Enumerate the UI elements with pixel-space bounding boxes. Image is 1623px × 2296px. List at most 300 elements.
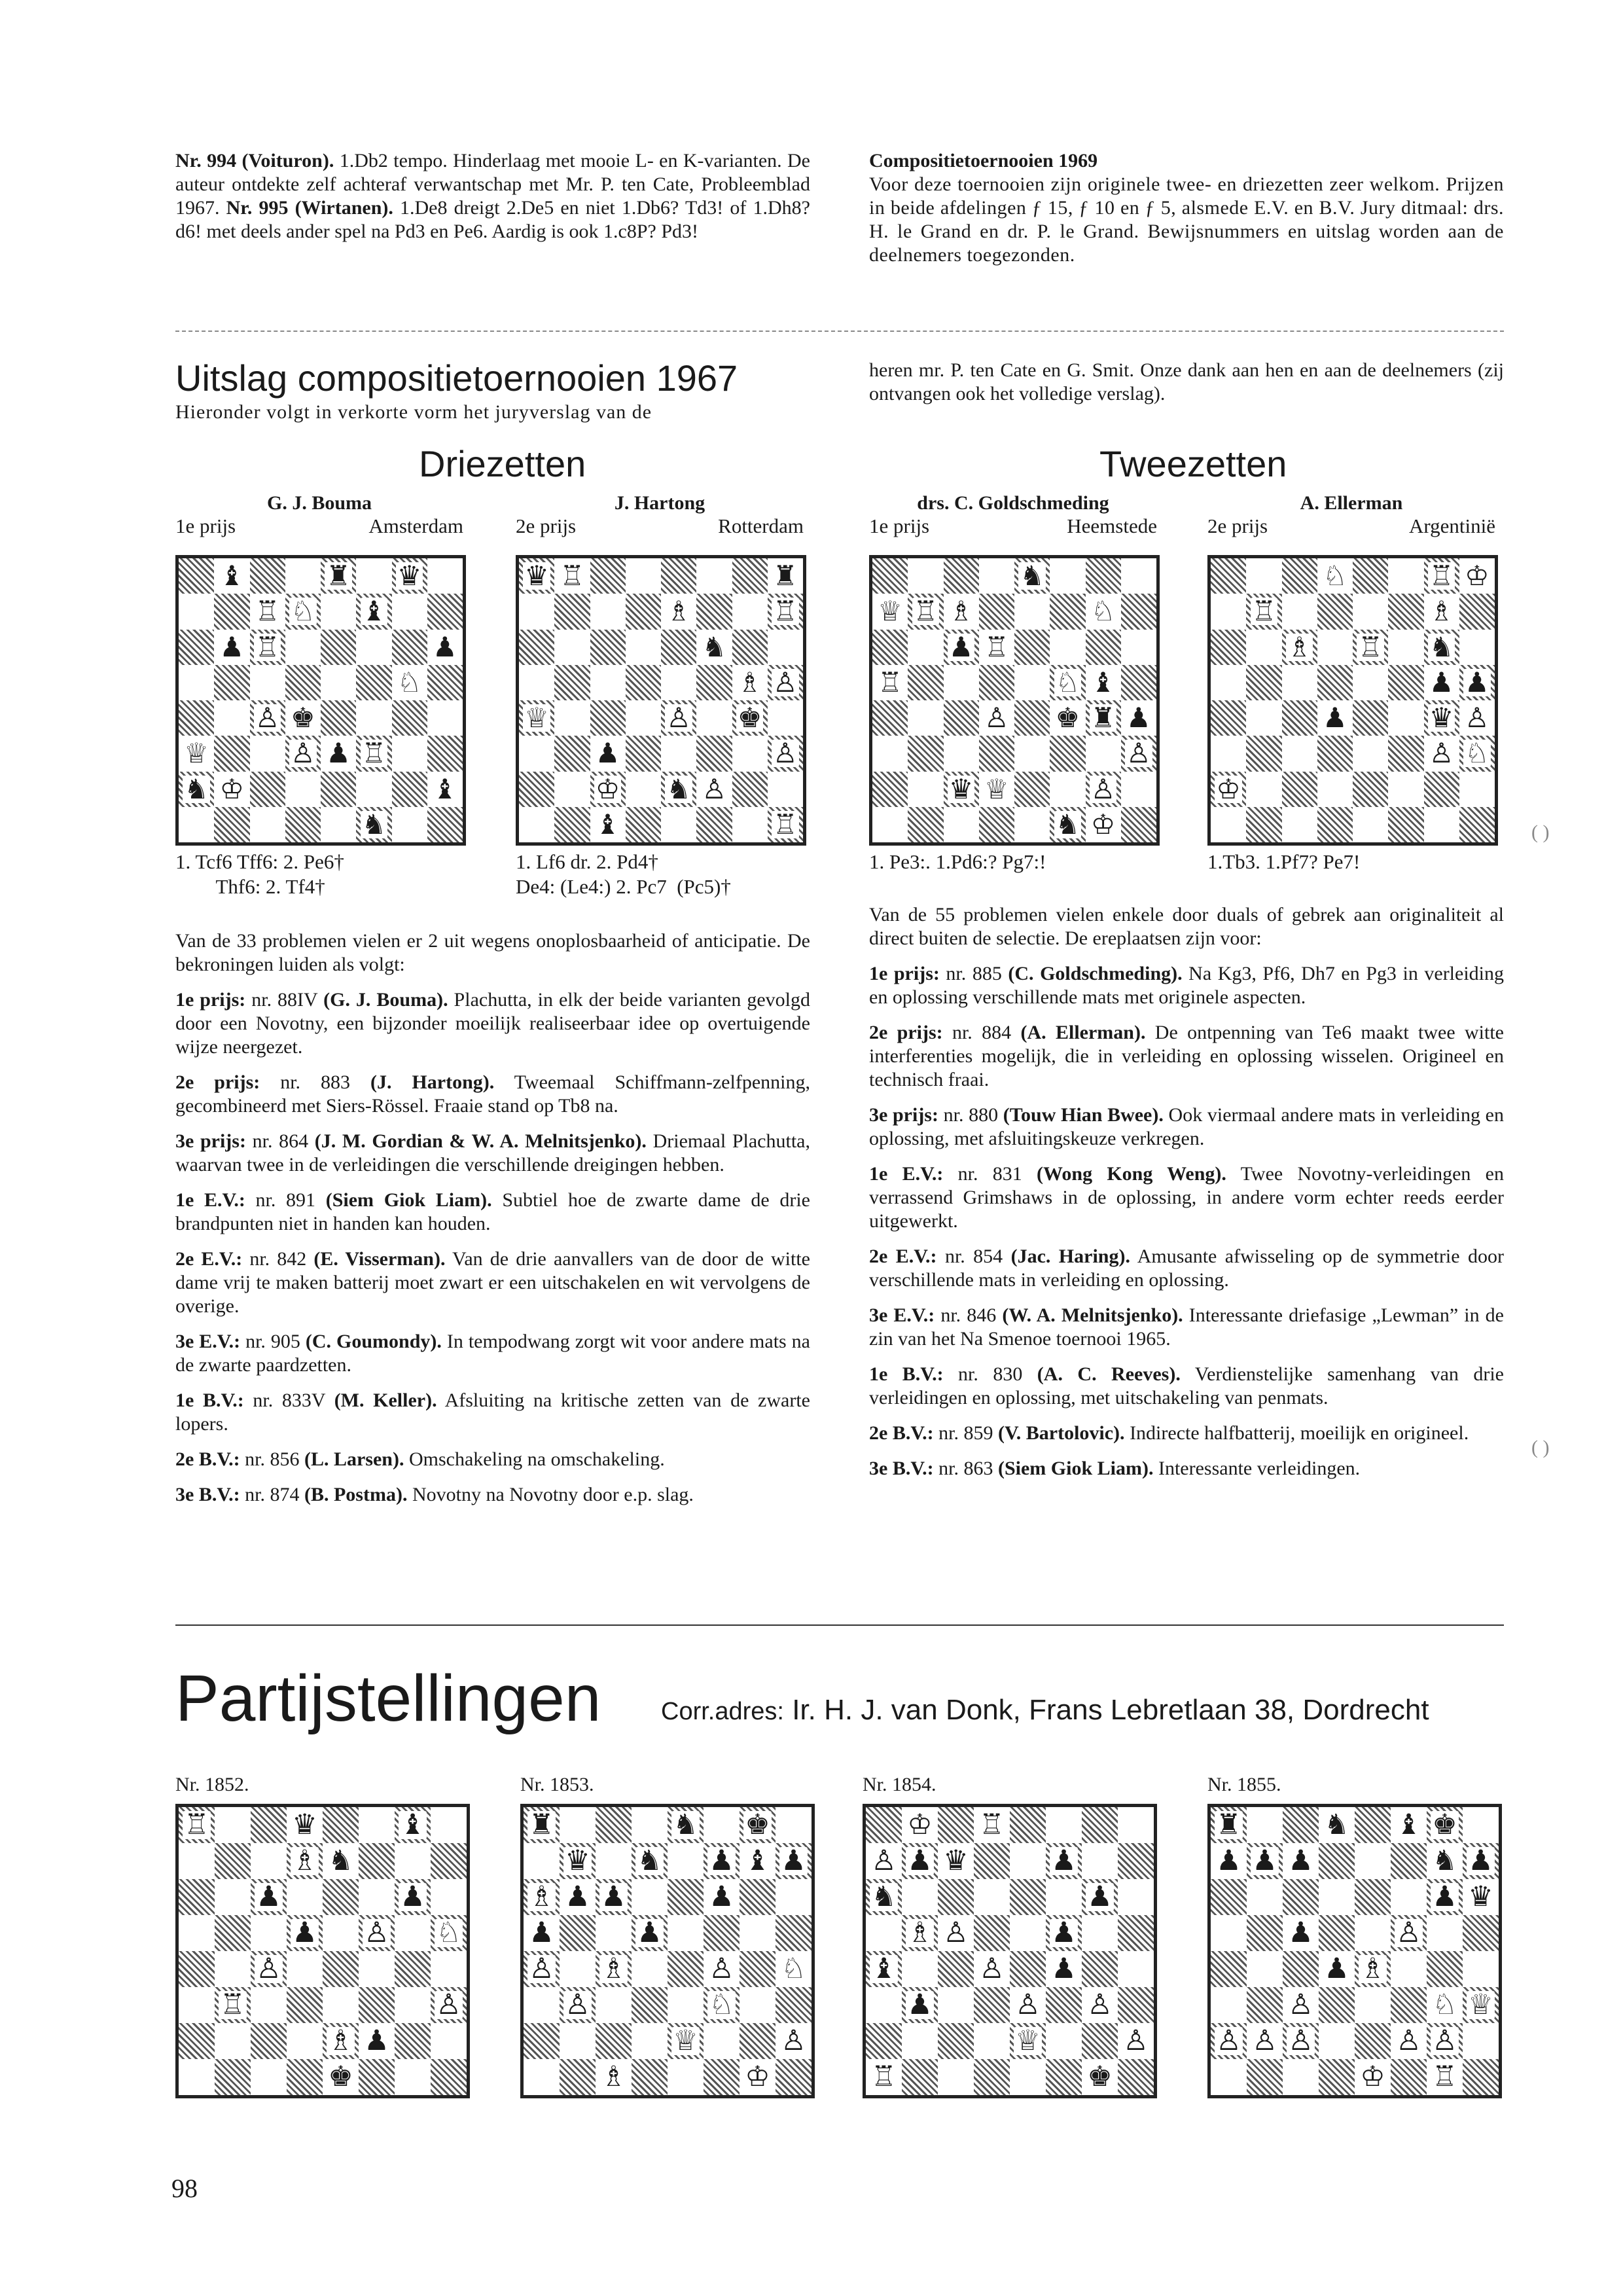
square-g1 [395, 2059, 431, 2095]
square-g4 [392, 700, 427, 736]
chess-piece-a1: ♖ [871, 2060, 897, 2093]
chess-piece-a2: ♞ [184, 772, 209, 805]
square-h1 [1463, 2059, 1499, 2095]
square-e8 [1010, 1807, 1046, 1843]
square-f8 [1391, 1807, 1427, 1843]
square-a6 [1211, 630, 1246, 665]
square-d1 [626, 807, 661, 842]
square-h2 [1463, 2023, 1499, 2059]
square-g8 [395, 1807, 431, 1843]
square-e4 [1010, 1951, 1046, 1987]
text-run: 1.De8 dreigt 2.De5 en niet 1.Db6? Td3! of 1.Dh8? d6! met deels ander spel na Pd3 en Pe6. Aardig is ook 1.c8P? Pd3! [175, 197, 811, 242]
square-g6 [1424, 630, 1459, 665]
corr-address-line [661, 1694, 1429, 1727]
square-c5 [1282, 665, 1317, 700]
square-b8 [1246, 558, 1281, 594]
square-e7 [661, 594, 696, 629]
square-a4 [179, 1951, 215, 1987]
square-d6 [1319, 1879, 1355, 1915]
chess-piece-f7: ♟ [1051, 1844, 1077, 1877]
square-e1 [323, 2059, 359, 2095]
square-g5 [1082, 1915, 1118, 1951]
bold-run: Nr. 994 (Voituron). [175, 150, 334, 171]
square-b3 [214, 736, 249, 771]
chess-piece-d7: ♞ [637, 1844, 662, 1877]
square-a1 [1211, 2059, 1247, 2095]
square-d3 [632, 1987, 668, 2023]
square-h6 [1118, 1879, 1154, 1915]
square-g7 [740, 1843, 776, 1879]
compositie-1969-body: Voor deze toernooien zijn originele twee- en driezetten zeer welkom. Prijzen in beide afdelingen ƒ 15, ƒ 10 en ƒ 5, alsmede E.V. en B.V. Jury ditmaal: drs. H. le Grand en dr. P. le Grand. Bewijsnummers en uitslag worden aan de deelnemers toegezonden. [869, 173, 1504, 266]
chess-piece-c2: ♔ [595, 772, 620, 805]
square-a6 [179, 1879, 215, 1915]
bold-run: (J. M. Gordian & W. A. Melnitsjenko). [314, 1130, 647, 1152]
square-f7 [356, 594, 391, 629]
chess-piece-h6: ♛ [1468, 1880, 1493, 1913]
square-a4 [1211, 700, 1246, 736]
square-f6 [1388, 630, 1423, 665]
report-paragraph [869, 962, 1504, 1009]
square-c6 [938, 1879, 974, 1915]
chess-piece-g6: ♟ [1432, 1880, 1457, 1913]
bold-run: 1e B.V.: [175, 1390, 244, 1411]
square-c7 [251, 1843, 287, 1879]
chess-piece-g1: ♚ [1087, 2060, 1113, 2093]
square-d7 [974, 1843, 1010, 1879]
report-paragraph [869, 1021, 1504, 1092]
square-c4 [1283, 1951, 1319, 1987]
square-b5 [908, 665, 943, 700]
top-right-block [869, 149, 1504, 267]
square-d3 [285, 736, 321, 771]
square-a4 [1211, 1951, 1247, 1987]
square-b6 [554, 630, 590, 665]
square-d6 [974, 1879, 1010, 1915]
text-run: nr. 831 [943, 1163, 1037, 1185]
bold-run: (V. Bartolovic). [997, 1422, 1125, 1444]
square-f1 [696, 807, 732, 842]
square-a8 [179, 558, 214, 594]
chessboard-1853 [520, 1804, 815, 2098]
square-a7 [1211, 1843, 1247, 1879]
square-c1 [1283, 2059, 1319, 2095]
square-c6 [1282, 630, 1317, 665]
chess-piece-d5: ♟ [292, 1916, 317, 1949]
square-h1 [1118, 2059, 1154, 2095]
square-e5 [321, 665, 356, 700]
composer-name: drs. C. Goldschmeding [917, 492, 1109, 514]
square-c5 [590, 665, 626, 700]
chess-piece-e2: ♗ [328, 2024, 353, 2057]
square-e6 [321, 630, 356, 665]
prize-label: 2e prijs [1207, 514, 1268, 537]
square-h8 [427, 558, 463, 594]
chess-piece-c4: ♗ [601, 1952, 626, 1985]
chess-piece-f5: ♙ [1396, 1916, 1421, 1949]
margin-mark: ( ) [1531, 821, 1550, 843]
square-f5 [1388, 665, 1423, 700]
square-f1 [1050, 807, 1085, 842]
chess-piece-g5: ♟ [1429, 666, 1454, 698]
chess-piece-f6: ♞ [702, 630, 727, 663]
bold-run: Nr. 995 (Wirtanen). [226, 197, 393, 219]
page-number: 98 [171, 2174, 198, 2203]
square-d4 [1317, 700, 1353, 736]
square-d3 [974, 1987, 1010, 2023]
square-g3 [1082, 1987, 1118, 2023]
square-a1 [1211, 807, 1246, 842]
square-f4 [356, 700, 391, 736]
bold-run: 2e E.V.: [869, 1246, 937, 1267]
square-g1 [732, 807, 768, 842]
chess-piece-a4: ♝ [871, 1952, 897, 1985]
text-run: nr. 864 [245, 1130, 315, 1152]
chess-piece-d8: ♞ [1324, 1808, 1349, 1841]
bold-run: 1e prijs: [175, 989, 246, 1011]
diagram-hartong [516, 492, 804, 538]
square-b5 [1247, 1915, 1283, 1951]
square-a4 [866, 1951, 902, 1987]
square-a5 [872, 665, 908, 700]
chess-piece-h3: ♙ [1126, 737, 1151, 770]
square-e3 [661, 736, 696, 771]
chess-piece-c1: ♗ [601, 2060, 626, 2093]
chess-piece-h7: ♟ [1468, 1844, 1493, 1877]
chess-piece-h5: ♟ [1465, 666, 1489, 698]
chess-piece-e2: ♕ [673, 2024, 698, 2057]
chess-piece-b2: ♙ [1252, 2024, 1277, 2057]
chess-piece-g4: ♛ [1429, 702, 1454, 734]
square-h3 [768, 736, 803, 771]
prize-label: 1e prijs [175, 514, 236, 537]
square-a7 [872, 594, 908, 629]
chess-piece-c2: ♛ [948, 772, 974, 805]
prize-label: 1e prijs [869, 514, 930, 537]
square-d4 [285, 700, 321, 736]
square-d4 [287, 1951, 323, 1987]
square-e2 [323, 2023, 359, 2059]
square-d1 [1317, 807, 1353, 842]
square-g6 [395, 1879, 431, 1915]
square-d6 [285, 630, 321, 665]
square-f1 [356, 807, 391, 842]
square-b7 [908, 594, 943, 629]
chess-piece-f7: ♟ [709, 1844, 734, 1877]
chess-piece-c5: ♟ [1288, 1916, 1313, 1949]
square-h5 [1459, 665, 1495, 700]
square-d6 [1317, 630, 1353, 665]
square-c5 [938, 1915, 974, 1951]
square-e8 [661, 558, 696, 594]
square-c1 [1282, 807, 1317, 842]
square-h3 [776, 1987, 812, 2023]
bold-run: 3e prijs: [869, 1104, 938, 1126]
square-h2 [427, 772, 463, 807]
chess-piece-g2: ♙ [1432, 2024, 1457, 2057]
square-d3 [287, 1987, 323, 2023]
chess-piece-b6: ♟ [565, 1880, 590, 1913]
square-a8 [872, 558, 908, 594]
chess-piece-f4: ♙ [709, 1952, 734, 1985]
square-d7 [632, 1843, 668, 1879]
square-a2 [872, 772, 908, 807]
square-h1 [431, 2059, 467, 2095]
square-e1 [1353, 807, 1388, 842]
chess-piece-h3: ♘ [1465, 737, 1489, 770]
tweezetten-report [869, 903, 1504, 1492]
square-e5 [661, 665, 696, 700]
chess-piece-e1: ♚ [328, 2060, 353, 2093]
chess-piece-b7: ♟ [1252, 1844, 1277, 1877]
square-c2 [590, 772, 626, 807]
square-g5 [392, 665, 427, 700]
square-c5 [944, 665, 979, 700]
text-run: Van de 55 problemen vielen enkele door duals of gebrek aan originaliteit al direct buiten de selectie. De ereplaatsen zijn voor: [869, 904, 1504, 949]
square-g8 [1086, 558, 1121, 594]
square-e3 [321, 736, 356, 771]
chess-piece-a8: ♛ [524, 560, 549, 592]
square-a8 [1211, 1807, 1247, 1843]
text-run: nr. 884 [942, 1022, 1021, 1043]
square-e4 [1014, 700, 1050, 736]
report-paragraph [869, 1422, 1504, 1445]
chess-piece-a7: ♕ [878, 595, 902, 628]
square-a3 [1211, 1987, 1247, 2023]
square-g6 [1427, 1879, 1463, 1915]
chess-piece-a8: ♖ [184, 1808, 209, 1841]
chess-piece-g5: ♘ [397, 666, 422, 698]
prize-row [869, 514, 1157, 538]
square-f4 [1050, 700, 1085, 736]
square-a8 [519, 558, 554, 594]
top-left-text [175, 149, 810, 243]
square-h5 [1121, 665, 1156, 700]
square-c2 [1282, 772, 1317, 807]
square-f8 [1388, 558, 1423, 594]
square-c1 [938, 2059, 974, 2095]
text-run: Interessante driefasige „Lewman” in de zin van het Na Smenoe toernooi 1965. [869, 1304, 1504, 1350]
square-e5 [1010, 1915, 1046, 1951]
square-g4 [1427, 1951, 1463, 1987]
square-a1 [179, 807, 214, 842]
chess-piece-c6: ♟ [601, 1880, 626, 1913]
chess-piece-e3: ♟ [326, 737, 351, 770]
square-a2 [1211, 2023, 1247, 2059]
square-g8 [1424, 558, 1459, 594]
square-h8 [1118, 1807, 1154, 1843]
square-g4 [1424, 700, 1459, 736]
square-a3 [179, 1987, 215, 2023]
square-d8 [626, 558, 661, 594]
chess-piece-g7: ♞ [1432, 1844, 1457, 1877]
text-run: nr. 842 [242, 1248, 314, 1270]
square-d7 [1317, 594, 1353, 629]
chess-piece-e2: ♕ [1015, 2024, 1041, 2057]
square-b8 [1247, 1807, 1283, 1843]
square-g6 [392, 630, 427, 665]
chess-piece-f2: ♟ [364, 2024, 389, 2057]
square-a1 [872, 807, 908, 842]
square-e4 [323, 1951, 359, 1987]
square-g2 [1082, 2023, 1118, 2059]
square-c6 [251, 1879, 287, 1915]
square-a6 [866, 1879, 902, 1915]
square-b7 [902, 1843, 938, 1879]
bold-run: (Wong Kong Weng). [1037, 1163, 1226, 1185]
square-f7 [1050, 594, 1085, 629]
square-f7 [1388, 594, 1423, 629]
square-b1 [554, 807, 590, 842]
square-d1 [974, 2059, 1010, 2095]
chess-piece-c6: ♗ [1287, 630, 1312, 663]
square-b2 [1246, 772, 1281, 807]
chess-piece-c4: ♙ [255, 702, 280, 734]
square-c2 [1283, 2023, 1319, 2059]
square-f6 [1046, 1879, 1082, 1915]
square-b3 [215, 1987, 251, 2023]
chess-piece-f6: ♟ [709, 1880, 734, 1913]
square-e5 [1353, 665, 1388, 700]
square-d8 [285, 558, 321, 594]
square-b8 [215, 1807, 251, 1843]
chess-piece-c1: ♝ [595, 808, 620, 840]
square-f3 [704, 1987, 740, 2023]
square-h1 [768, 807, 803, 842]
tweezetten-heading: Tweezetten [1099, 443, 1287, 484]
report-paragraph [175, 1247, 810, 1318]
square-f2 [1050, 772, 1085, 807]
chess-piece-h3: ♕ [1468, 1988, 1493, 2021]
square-h5 [431, 1915, 467, 1951]
square-g5 [732, 665, 768, 700]
square-a4 [519, 700, 554, 736]
square-f5 [359, 1915, 395, 1951]
chessboard-goldschmeding [869, 555, 1160, 846]
solution-goldschmeding: 1. Pe3:. 1.Pd6:? Pg7:! [869, 850, 1046, 873]
square-f7 [359, 1843, 395, 1879]
square-g5 [740, 1915, 776, 1951]
square-a5 [1211, 1915, 1247, 1951]
chess-piece-g1: ♖ [1432, 2060, 1457, 2093]
text-run: nr. 885 [939, 963, 1008, 984]
square-d1 [287, 2059, 323, 2095]
margin-mark: ( ) [1531, 1437, 1550, 1458]
square-e8 [323, 1807, 359, 1843]
chessboard-ellerman [1207, 555, 1498, 846]
square-f8 [1046, 1807, 1082, 1843]
chess-piece-a5: ♟ [529, 1916, 554, 1949]
square-d8 [632, 1807, 668, 1843]
square-g1 [392, 807, 427, 842]
diagram-number: Nr. 1855. [1207, 1774, 1281, 1795]
square-f5 [696, 665, 732, 700]
square-g2 [392, 772, 427, 807]
square-h8 [1463, 1807, 1499, 1843]
square-f1 [1388, 807, 1423, 842]
square-f6 [704, 1879, 740, 1915]
square-f8 [356, 558, 391, 594]
square-e6 [1014, 630, 1050, 665]
square-c7 [938, 1843, 974, 1879]
square-b2 [215, 2023, 251, 2059]
square-b1 [215, 2059, 251, 2095]
square-h5 [427, 665, 463, 700]
square-c3 [590, 736, 626, 771]
square-h6 [431, 1879, 467, 1915]
composer-place: Rotterdam [718, 514, 804, 537]
prize-row [1207, 514, 1495, 538]
chess-piece-h1: ♖ [773, 808, 798, 840]
square-f4 [696, 700, 732, 736]
square-b7 [215, 1843, 251, 1879]
text-run: nr. 833V [243, 1390, 334, 1411]
square-a2 [866, 2023, 902, 2059]
square-a5 [524, 1915, 560, 1951]
compositie-1969-title: Compositietoernooien 1969 [869, 150, 1098, 171]
report-paragraph [175, 1130, 810, 1177]
square-c4 [251, 1951, 287, 1987]
square-b4 [214, 700, 249, 736]
text-run: nr. 874 [240, 1484, 304, 1505]
square-b1 [560, 2059, 596, 2095]
bold-run: (W. A. Melnitsjenko). [1002, 1304, 1183, 1326]
text-run: Subtiel hoe de zwarte dame de drie brandpunten niet in handen kan houden. [175, 1189, 810, 1234]
chess-piece-c6: ♟ [256, 1880, 281, 1913]
chess-piece-c7: ♖ [255, 595, 280, 628]
report-paragraph [175, 1389, 810, 1436]
square-b3 [902, 1987, 938, 2023]
square-b3 [554, 736, 590, 771]
square-b6 [214, 630, 249, 665]
square-c1 [944, 807, 979, 842]
corr-label: Corr.adres: [661, 1698, 784, 1725]
chess-piece-f1: ♞ [1055, 808, 1080, 840]
square-f5 [356, 665, 391, 700]
square-d7 [287, 1843, 323, 1879]
chess-piece-e7: ♞ [328, 1844, 353, 1877]
chess-piece-f3: ♘ [709, 1988, 734, 2021]
chess-piece-g8: ♛ [397, 560, 422, 592]
square-c8 [1282, 558, 1317, 594]
square-d4 [632, 1951, 668, 1987]
square-c7 [250, 594, 285, 629]
bold-run: (J. Hartong). [370, 1071, 495, 1093]
square-d2 [626, 772, 661, 807]
bold-run: 1e B.V.: [869, 1363, 944, 1385]
square-c5 [251, 1915, 287, 1951]
chess-piece-g8: ♖ [1429, 560, 1454, 592]
square-d5 [632, 1915, 668, 1951]
square-h4 [1459, 700, 1495, 736]
square-b8 [554, 558, 590, 594]
square-g2 [1424, 772, 1459, 807]
square-a2 [519, 772, 554, 807]
square-d4 [626, 700, 661, 736]
square-e6 [661, 630, 696, 665]
text-run: 1.Db2 tempo. Hinderlaag met mooie L- en K-varianten. De auteur ontdekte zelf achteraf verwantschap met Mr. P. ten Cate, Probleemblad 1967. [175, 150, 810, 219]
chess-piece-c4: ♙ [256, 1952, 281, 1985]
square-h3 [1463, 1987, 1499, 2023]
report-paragraph [175, 988, 810, 1059]
square-c3 [944, 736, 979, 771]
square-d1 [285, 807, 321, 842]
text-run: nr. 863 [933, 1458, 998, 1479]
square-c6 [1283, 1879, 1319, 1915]
square-g1 [1082, 2059, 1118, 2095]
square-h6 [427, 630, 463, 665]
chess-piece-a8: ♜ [1216, 1808, 1241, 1841]
square-c7 [1283, 1843, 1319, 1879]
